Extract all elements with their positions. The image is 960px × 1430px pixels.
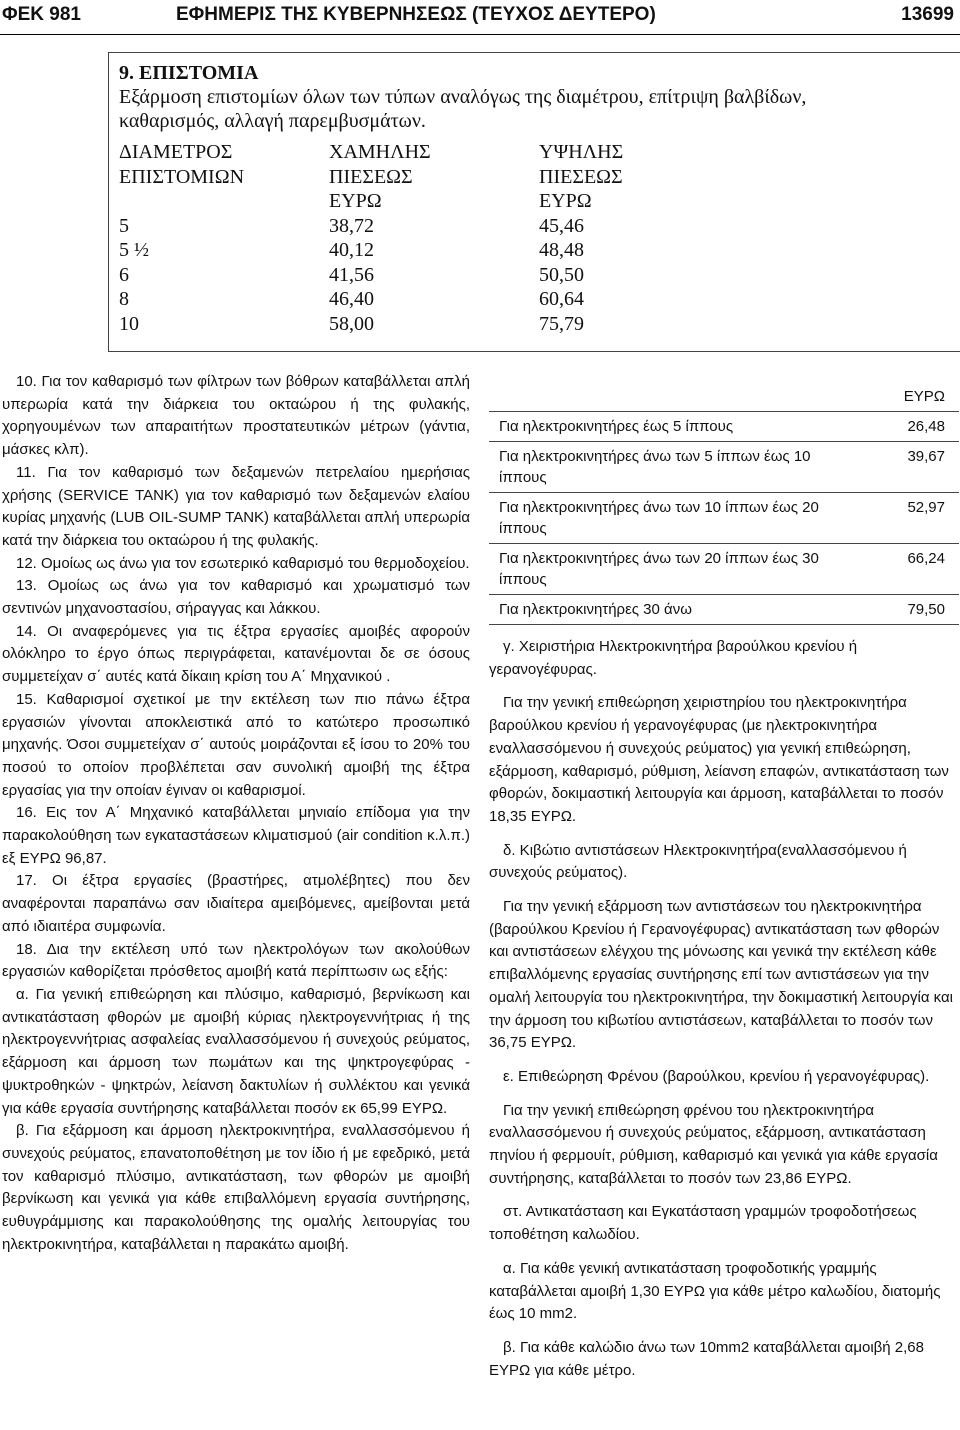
valve-section-title: 9. ΕΠΙΣΤΟΜΙΑ: [119, 62, 259, 84]
paragraph-11: 11. Για τον καθαρισμό των δεξαμενών πετρελαίου ημερήσιας χρήσης (SERVICE TANK) για τον καθαρισμό των δεξαμενών ελαίου κυρίας μηχανής (LUB OIL-SUMP TANK) καταβάλλεται απλή υπερωρία κατά την διάρκεια του οκταώρου ή της φυλακής.: [2, 463, 470, 549]
table-header-cell: ΠΙΕΣΕΩΣ: [539, 165, 623, 188]
currency-header: ΕΥΡΩ: [903, 388, 945, 405]
empty-header-cell: [489, 384, 855, 412]
low-pressure-cell: 58,00: [329, 312, 374, 335]
paragraph-f-b: β. Για κάθε καλώδιο άνω των 10mm2 καταβάλλεται αμοιβή 2,68 ΕΥΡΩ για κάθε μέτρο.: [489, 1338, 924, 1379]
table-row: [489, 412, 959, 442]
diameter-cell: 5 ½: [119, 239, 149, 261]
low-pressure-cell: 41,56: [329, 263, 374, 286]
table-header-row: [489, 384, 959, 412]
table-header-cell: ΕΠΙΣΤΟΜΙΩΝ: [119, 165, 245, 188]
motor-label: Για ηλεκτροκινητήρες άνω των 10 ίππων έως 20 ίππους: [489, 493, 855, 544]
paragraph-f-a: α. Για κάθε γενική αντικατάσταση τροφοδοτικής γραμμής καταβάλλεται αμοιβή 1,30 ΕΥΡΩ για κάθε μέτρο καλωδίου, διατομής έως 10 mm2.: [489, 1259, 941, 1323]
table-header-cell: ΔΙΑΜΕΤΡΟΣ: [119, 141, 233, 163]
diameter-cell: 6: [119, 263, 129, 286]
table-header-cell: ΥΨΗΛΗΣ: [539, 141, 624, 163]
motor-value: 66,24: [855, 544, 959, 595]
high-pressure-cell: 75,79: [539, 312, 584, 335]
table-header-cell: ΕΥΡΩ: [329, 190, 382, 212]
right-column: [489, 384, 959, 1382]
motor-label: Για ηλεκτροκινητήρες έως 5 ίππους: [489, 412, 855, 442]
motor-label: Για ηλεκτροκινητήρες άνω των 20 ίππων έως 30 ίππους: [489, 544, 855, 595]
paragraph-16: 16. Εις τον Α΄ Μηχανικό καταβάλλεται μηνιαίο επίδομα για την παρακολούθηση των εγκαταστάσεων κλιματισμού (air condition κ.λ.π.) εξ ΕΥΡΩ 96,87.: [2, 804, 470, 867]
paragraph-14: 14. Οι αναφερόμενες για τις έξτρα εργασίες αμοιβές αφορούν ολόκληρο το έργο όπως περιγράφεται, κατανέμονται δε σε όσους συμμετείχαν σ΄ αυτές κατά δίκαιη κρίση του Α΄ Μηχανικού .: [2, 622, 470, 686]
table-row: [119, 313, 623, 338]
diameter-cell: 8: [119, 288, 129, 310]
paragraph-d-title: δ. Κιβώτιο αντιστάσεων Ηλεκτροκινητήρα(εναλλασσόμενου ή συνεχούς ρεύματος).: [489, 841, 907, 882]
table-row: [489, 442, 959, 493]
table-header-cell: ΠΙΕΣΕΩΣ: [329, 165, 413, 188]
table-row: [489, 493, 959, 544]
table-header-row: [119, 166, 623, 191]
table-row: [119, 215, 623, 240]
diameter-cell: 5: [119, 214, 129, 237]
table-row: [489, 544, 959, 595]
left-column: [2, 371, 470, 1256]
high-pressure-cell: 50,50: [539, 263, 584, 286]
table-header-row: [119, 190, 623, 215]
motor-label: Για ηλεκτροκινητήρες άνω των 5 ίππων έως 10 ίππους: [489, 442, 855, 493]
paragraph-18b: β. Για εξάρμοση και άρμοση ηλεκτροκινητήρα, εναλλασσόμενου ή συνεχούς ρεύματος, επανατοποθέτηση με τον ίδιο ή με εφεδρικό, μετά τον καθαρισμό πλύσιμο, αντικατάσταση, των φθορών με αμοιβή βερνίκωση και γενικά για κάθε επιβαλλόμενη εργασία συντήρησης, ευθυγράμμισης και παρακολούθησης της ομαλής λειτουργίας του ηλεκτροκινητήρα, καταβάλλεται η παρακάτω αμοιβή.: [2, 1122, 470, 1253]
high-pressure-cell: 60,64: [539, 288, 584, 310]
table-header-row: [119, 141, 623, 166]
paragraph-18: 18. Δια την εκτέλεση υπό των ηλεκτρολόγων των ακολούθων εργασιών καθορίζεται πρόσθετος αμοιβή κατά περίπτωσιν ως εξής:: [2, 940, 470, 981]
paragraph-c-body: Για την γενική επιθεώρηση χειριστηρίου του ηλεκτροκινητήρα βαρούλκου κρενίου ή γερανογέφυρας (με ηλεκτροκινητήρα εναλλασσόμενου ή συνεχούς ρεύματος) για γενική επιθεώρηση, εξάρμοση, καθαρισμό, ρύθμιση, λείανση επαφών, αντικατάσταση των φθορών, δοκιμαστική λειτουργία και άρμοση, καταβάλλεται το ποσόν 18,35 ΕΥΡΩ.: [489, 694, 949, 825]
paragraph-10: 10. Για τον καθαρισμό των φίλτρων των βόθρων καταβάλλεται απλή υπερωρία κατά την διάρκεια του οκταώρου ή της φυλακής, χορηγουμένων των απαραιτήτων προστατευτικών μέτρων (γάντια, μάσκες κλπ).: [2, 373, 470, 459]
table-header-cell: [119, 190, 329, 215]
table-row: [119, 264, 623, 289]
valve-section-desc-1: Εξάρμοση επιστομίων όλων των τύπων αναλόγως της διαμέτρου, επίτριψη βαλβίδων,: [119, 86, 807, 108]
low-pressure-cell: 46,40: [329, 288, 374, 310]
table-header-cell: ΧΑΜΗΛΗΣ: [329, 141, 431, 163]
gazette-issue: ΦΕΚ 981: [2, 4, 81, 25]
diameter-cell: 10: [119, 312, 139, 335]
valve-section-text: [119, 61, 806, 133]
page-header: [0, 0, 960, 35]
motor-rates-table: [489, 384, 959, 625]
motor-label: Για ηλεκτροκινητήρες 30 άνω: [489, 595, 855, 625]
paragraph-c-title: γ. Χειριστήρια Ηλεκτροκινητήρα βαρούλκου κρενίου ή γερανογέφυρας.: [489, 638, 858, 678]
table-header-cell: ΕΥΡΩ: [539, 190, 592, 212]
high-pressure-cell: 45,46: [539, 214, 584, 237]
low-pressure-cell: 40,12: [329, 239, 374, 261]
paragraph-d-body: Για την γενική εξάρμοση των αντιστάσεων του ηλεκτροκινητήρα (βαρούλκου Κρενίου ή Γερανογέφυρας) αντικατάσταση των φθορών και αντιστάσεων ελέγχου της μόνωσης και γενικά την εκτέλεση κάθε επιβαλλόμενης εργασίας συντήρησης επί των αντιστάσεων για την ομαλή λειτουργία του ηλεκτροκινητήρα, την δοκιμαστική λειτουργία και την άρμοση του κιβωτίου αντιστάσεων, καταβάλλεται το ποσόν των 36,75 ΕΥΡΩ.: [489, 898, 953, 1052]
paragraph-12: 12. Ομοίως ως άνω για τον εσωτερικό καθαρισμό του θερμοδοχείου.: [16, 554, 470, 572]
table-row: [119, 239, 623, 264]
paragraph-13: 13. Ομοίως ως άνω για τον καθαρισμό και χρωματισμό των σεντινών μηχανοστασίου, σήραγγας και λάκκου.: [2, 577, 470, 618]
paragraph-18a: α. Για γενική επιθεώρηση και πλύσιμο, καθαρισμό, βερνίκωση και αντικατάσταση φθορών με αμοιβή κύριας ηλεκτρογεννήτριας ή της ηλεκτρογεννήτριας ασφαλείας εναλλασσόμενου ή συνεχούς ρεύματος, εξάρμοση και άρμοση των πωμάτων και της ψηκτρογεφύρας - ψυκτροθηκών - ψηκτρών, λείανση δακτυλίων ή συλλέκτου και γενικά για κάθε εργασία συντήρησης καταβάλλεται ποσόν εκ 65,99 ΕΥΡΩ.: [2, 985, 470, 1117]
paragraph-f-title: στ. Αντικατάσταση και Εγκατάσταση γραμμών τροφοδοτήσεως τοποθέτηση καλωδίου.: [489, 1203, 917, 1244]
motor-value: 52,97: [855, 493, 959, 544]
page-number: 13699: [901, 4, 954, 25]
valve-rates-table: [119, 141, 623, 337]
paragraph-e-body: Για την γενική επιθεώρηση φρένου του ηλεκτροκινητήρα εναλλασσόμενου ή συνεχούς ρεύματος, εξάρμοση, αντικατάσταση πηνίου ή φερμουίτ, ρύθμιση, καθαρισμό και γενικά για κάθε εργασία συντήρησης, καταβάλλεται το ποσόν των 23,86 ΕΥΡΩ.: [489, 1101, 938, 1187]
paragraph-e-title: ε. Επιθεώρηση Φρένου (βαρούλκου, κρενίου ή γερανογέφυρας).: [503, 1067, 930, 1085]
valve-rates-box: [108, 52, 960, 352]
paragraph-17: 17. Οι έξτρα εργασίες (βραστήρες, ατμολέβητες) που δεν αναφέρονται παραπάνω σαν ιδιαίτερα αμειβόμενες, αμείβονται μετά από ιδιαιτέρα συμφωνία.: [2, 872, 470, 935]
valve-section-desc-2: καθαρισμός, αλλαγή παρεμβυσμάτων.: [119, 110, 426, 132]
motor-value: 26,48: [855, 412, 959, 442]
table-row: [489, 595, 959, 625]
gazette-title: ΕΦΗΜΕΡΙΣ ΤΗΣ ΚΥΒΕΡΝΗΣΕΩΣ (ΤΕΥΧΟΣ ΔΕΥΤΕΡΟ): [176, 4, 656, 25]
table-row: [119, 288, 623, 313]
motor-value: 79,50: [855, 595, 959, 625]
paragraph-15: 15. Καθαρισμοί σχετικοί με την εκτέλεση των πιο πάνω έξτρα εργασιών γίνονται αποκλειστικά από το κατώτερο προσωπικό μηχανής. Όσοι συμμετείχαν σ΄ αυτούς μοιράζονται εξ ίσου το 20% του ποσού το οποίον προβλέπεται σαν συνολική αμοιβή της έξτρα εργασίας για την οποίαν έγιναν οι καθαρισμοί.: [2, 690, 470, 799]
high-pressure-cell: 48,48: [539, 239, 584, 261]
motor-value: 39,67: [855, 442, 959, 493]
low-pressure-cell: 38,72: [329, 214, 374, 237]
